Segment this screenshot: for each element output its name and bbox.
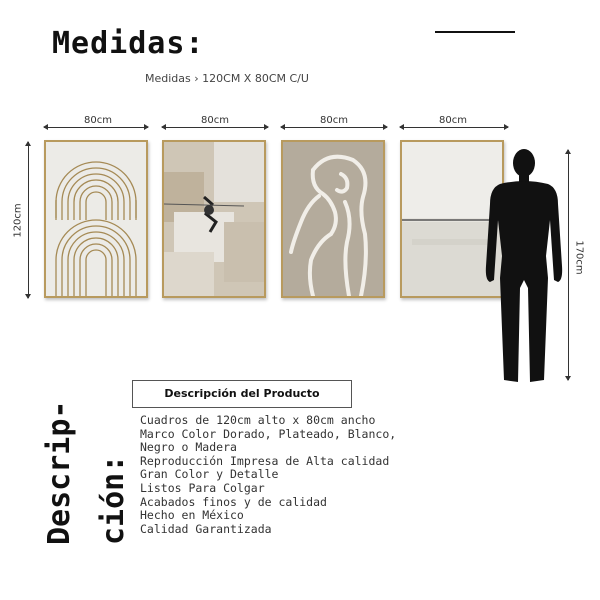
list-item: Listos Para Colgar: [140, 480, 265, 495]
panel-3-width-label: 80cm: [320, 115, 348, 126]
face-line-art: [283, 142, 385, 296]
list-item: Reproducción Impresa de Alta calidad: [140, 453, 390, 468]
panel-4-width-label: 80cm: [439, 115, 467, 126]
decorative-line: [435, 31, 515, 33]
human-figure-icon: [482, 148, 566, 384]
arches-art: [46, 142, 146, 296]
panel-1-width-label: 80cm: [84, 115, 112, 126]
list-item: Calidad Garantizada: [140, 521, 272, 536]
page-title: Medidas:: [52, 26, 205, 61]
list-item: Cuadros de 120cm alto x 80cm ancho: [140, 413, 376, 427]
person-height-arrow: [568, 150, 569, 380]
panel-height-label: 120cm: [12, 203, 24, 238]
panel-3-width-arrow: [281, 127, 387, 128]
list-item: Hecho en México: [140, 508, 244, 523]
measurements-subtitle: Medidas › 120CM X 80CM C/U: [145, 72, 309, 85]
person-silhouette: [482, 148, 566, 388]
list-item: Acabados finos y de calidad: [140, 494, 327, 509]
face-line-panel: [281, 140, 385, 298]
product-description-heading: Descripción del Producto: [132, 380, 352, 408]
panel-2-width-arrow: [162, 127, 268, 128]
description-vertical-title-line2: ción:: [96, 454, 131, 545]
description-vertical-title-line1: Descrip-: [42, 400, 77, 545]
abstract-beige-panel: [162, 140, 266, 298]
arches-panel: [44, 140, 148, 298]
panel-height-arrow: [28, 142, 29, 298]
list-item: Gran Color y Detalle: [140, 467, 279, 482]
list-item: Marco Color Dorado, Plateado, Blanco,: [140, 426, 397, 441]
panel-1-width-arrow: [44, 127, 148, 128]
panel-2-width-label: 80cm: [201, 115, 229, 126]
abstract-art: [164, 142, 266, 296]
description-list: [140, 414, 396, 536]
panel-4-width-arrow: [400, 127, 508, 128]
person-height-label: 170cm: [573, 240, 585, 275]
list-item: Negro o Madera: [140, 440, 237, 455]
